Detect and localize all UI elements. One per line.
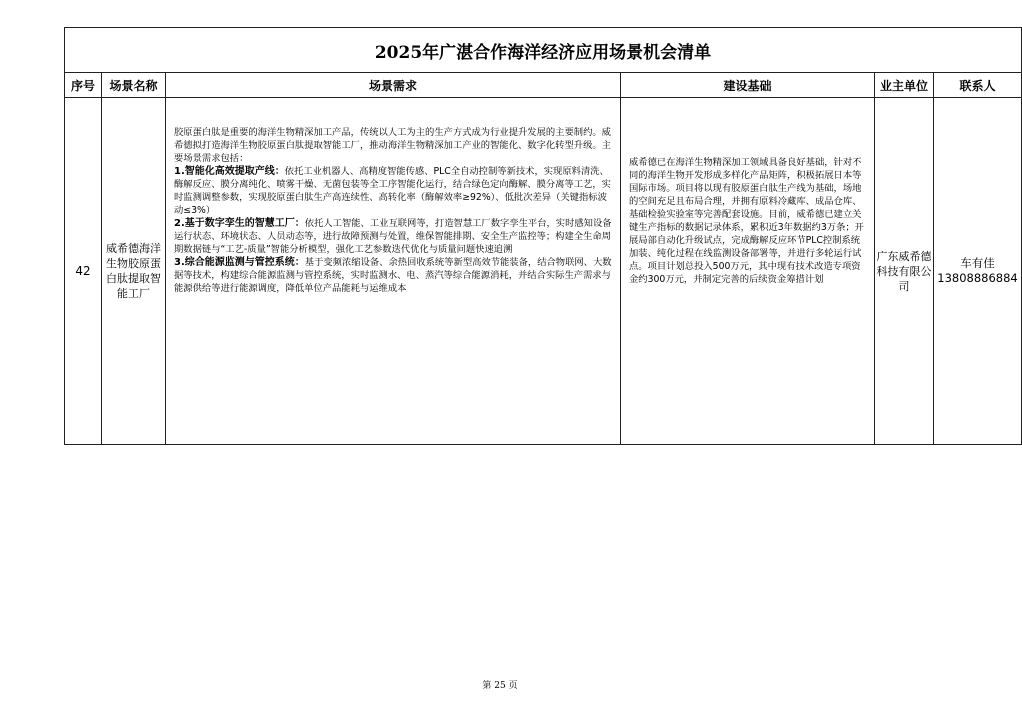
demand-item-1-heading: 1.智能化高效提取产线： (174, 166, 285, 177)
table-row (65, 98, 1022, 445)
header-seq: 序号 (65, 73, 102, 98)
demand-item-2-heading: 2.基于数字孪生的智慧工厂： (174, 218, 305, 229)
cell-basis (621, 98, 875, 445)
demand-intro: 胶原蛋白肽是重要的海洋生物精深加工产品，传统以人工为主的生产方式成为行业提升发展的主要制约。威希德拟打造海洋生物胶原蛋白肽提取智能工厂，推动海洋生物精深加工产业的智能化、数字化转型升级。主要场景需求包括： (174, 127, 611, 164)
header-row (65, 73, 1022, 98)
demand-item-1-text: 依托工业机器人、高精度智能传感、PLC全自动控制等新技术，实现原料清洗、酶解反应、膜分离纯化、喷雾干燥、无菌包装等全工序智能化运行，结合绿色定向酶解、膜分离等工艺，实时监测调整参数，实现胶原蛋白肽生产高连续性、高转化率（酶解效率≥92%）、低批次差异（关键指标波动≤3%） (174, 166, 611, 216)
opportunity-table (64, 27, 1022, 445)
header-name: 场景名称 (102, 73, 166, 98)
header-basis: 建设基础 (621, 73, 875, 98)
demand-item-2 (174, 217, 614, 256)
header-contact: 联系人 (934, 73, 1022, 98)
cell-contact (934, 98, 1022, 445)
demand-item-2-text: 依托人工智能、工业互联网等，打造智慧工厂数字孪生平台，实时感知设备运行状态、环境状态、人员动态等，进行故障预测与处置，维保智能排期、安全生产监控等；构建全生命周期数据链与“工艺-质量”智能分析模型，强化工艺参数迭代优化与质量问题快速追溯 (174, 218, 612, 255)
cell-owner: 广东威希德科技有限公司 (875, 98, 934, 445)
table-title: 2025年广湛合作海洋经济应用场景机会清单 (65, 28, 1022, 73)
demand-item-3-text: 基于变频浓缩设备、余热回收系统等新型高效节能装备，结合物联网、大数据等技术，构建综合能源监测与管控系统，实时监测水、电、蒸汽等综合能源消耗，并结合实际生产需求与能源供给等进行能源调度，降低单位产品能耗与运维成本 (174, 257, 612, 294)
demand-item-3-heading: 3.综合能源监测与管控系统： (174, 257, 305, 268)
cell-scene-name: 威希德海洋生物胶原蛋白肽提取智能工厂 (102, 98, 166, 445)
demand-item-1 (174, 165, 614, 217)
header-owner: 业主单位 (875, 73, 934, 98)
basis-text: 威希德已在海洋生物精深加工领域具备良好基础，针对不同的海洋生物开发形成多样化产品矩阵，积极拓展日本等国际市场。项目将以现有胶原蛋白肽生产线为基础，场地的空间充足且布局合理，并拥有原料冷藏库、成品仓库、基础检验实验室等完善配套设施。目前，威希德已建立关键生产指标的数据记录体系，累积近3年数据约3万条；开展局部自动化升级试点，完成酶解反应环节PLC控制系统加装、纯化过程在线监测设备部署等，并进行多轮运行试点。项目计划总投入500万元，其中现有技术改造专项资金约300万元，并制定完善的后续资金筹措计划 (629, 157, 864, 285)
contact-phone: 13808886884 (937, 271, 1018, 285)
page-footer: 第 25 页 (482, 681, 518, 691)
cell-seq: 42 (65, 98, 102, 445)
cell-demand (166, 98, 621, 445)
header-demand: 场景需求 (166, 73, 621, 98)
contact-name: 车有佳 (960, 256, 995, 270)
demand-item-3 (174, 256, 614, 295)
